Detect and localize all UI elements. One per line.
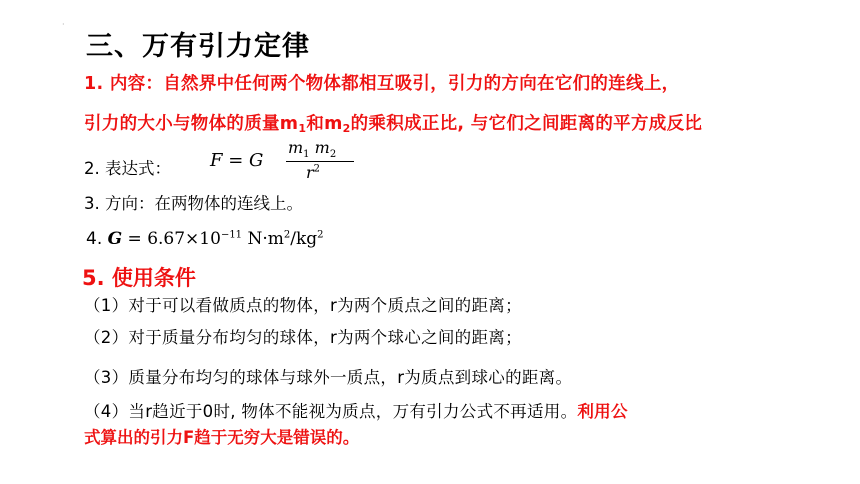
condition-2: （2）对于质量分布均匀的球体，r为两个球心之间的距离； — [84, 328, 522, 347]
gconst-prefix: 4. — [86, 229, 108, 249]
condition-3: （3）质量分布均匀的球体与球外一质点，r为质点到球心的距离。 — [84, 368, 573, 387]
gravitational-constant — [86, 229, 324, 249]
formula-lhs: F = G — [210, 150, 264, 171]
num-sub2: 2 — [329, 149, 337, 161]
conditions-heading: 5. 使用条件 — [82, 266, 196, 290]
content-line-2 — [84, 110, 702, 135]
slide-marker: · — [62, 20, 65, 29]
gravitation-formula — [210, 138, 360, 186]
gconst-value: = 6.67×10 — [122, 229, 221, 249]
gconst-unit-b: /kg — [290, 229, 318, 249]
condition-4 — [84, 398, 628, 422]
num-sub1: 1 — [303, 149, 310, 161]
gconst-exp: −11 — [220, 229, 243, 241]
condition-1: （1）对于可以看做质点的物体，r为两个质点之间的距离； — [84, 296, 522, 315]
formula-numerator — [288, 138, 336, 160]
fraction-bar — [286, 161, 354, 162]
condition-4-red-b: 式算出的引力F趋于无穷大是错误的。 — [84, 428, 360, 447]
content-line-2-c: 的乘积成正比, 与它们之间距离的平方成反比 — [350, 114, 703, 134]
condition-4-red-a: 利用公 — [577, 402, 628, 421]
content-line-2-b: 和m — [306, 114, 343, 134]
num-m2: m — [314, 138, 330, 157]
condition-4-text: （4）当r趋近于0时, 物体不能视为质点，万有引力公式不再适用。 — [84, 402, 578, 421]
direction-line: 3. 方向：在两物体的连线上。 — [84, 194, 303, 213]
content-line-2-a: 引力的大小与物体的质量m — [84, 114, 299, 134]
gconst-unit-a: N·m — [242, 229, 284, 249]
page-title: 三、万有引力定律 — [86, 31, 310, 62]
content-sub-2: 2 — [342, 122, 351, 135]
formula-denominator — [306, 163, 320, 182]
gconst-symbol: G — [107, 229, 123, 249]
gconst-unit-exp2: 2 — [317, 229, 324, 241]
num-m1: m — [288, 138, 304, 157]
content-sub-1: 1 — [298, 122, 307, 135]
gconst-unit-exp: 2 — [283, 229, 291, 241]
expression-label: 2. 表达式： — [84, 159, 171, 178]
content-line-1: 1. 内容：自然界中任何两个物体都相互吸引，引力的方向在它们的连线上， — [84, 74, 680, 94]
den-exp: 2 — [313, 163, 321, 175]
den-r: r — [306, 163, 314, 182]
